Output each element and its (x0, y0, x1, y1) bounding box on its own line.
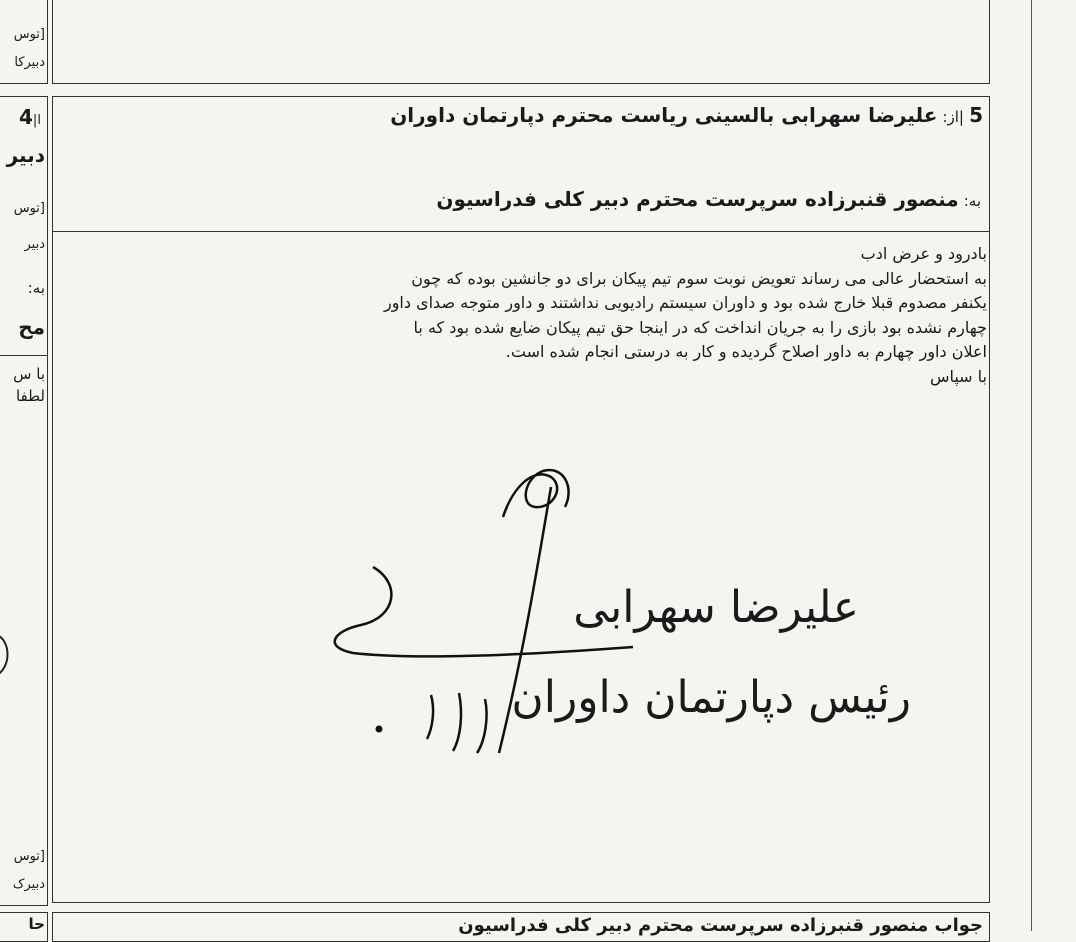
left-mid-title: دبیر (6, 143, 45, 167)
left-signature-fragment (0, 627, 17, 687)
left-mid-sep: |ا (32, 113, 41, 128)
left-footer-box (0, 912, 48, 942)
signature-title: رئیس دپارتمان داوران (511, 672, 911, 723)
left-footer-fragment: حا (28, 915, 45, 933)
body-line: به استحضار عالی می رساند تعویض نوبت سوم تیم پیکان برای دو جانشین بوده که چون (411, 268, 987, 288)
next-letter-fragment: جواب منصور قنبرزاده سرپرست محترم دبیر کلی فدراسیون (458, 915, 983, 936)
left-bottom-line2: دبیرک (12, 877, 45, 892)
letter-body (57, 242, 987, 389)
left-mid-to-name: مح (18, 315, 45, 339)
left-mid-box (0, 96, 48, 906)
from-name: علیرضا سهرابی بالسینی ریاست محترم دپارتمان داوران (390, 103, 938, 127)
to-prefix: به: (963, 192, 981, 210)
body-line: چهارم نشده بود بازی را به جریان انداخت که در اینجا حق تیم پیکان ضایع شده بود که با (413, 317, 987, 337)
letter-number: 5 (969, 103, 983, 127)
signature-name: علیرضا سهرابی (573, 582, 859, 633)
left-mid-line1: [توس (13, 201, 45, 216)
to-name: منصور قنبرزاده سرپرست محترم دبیر کلی فدراسیون (436, 187, 959, 211)
to-line (81, 187, 981, 211)
body-line: بادرود و عرض ادب (860, 244, 987, 263)
from-prefix: |از: (942, 108, 964, 126)
body-line: اعلان داور چهارم به داور اصلاح گردیده و کار به درستی انجام شده است. (505, 342, 987, 361)
from-line (83, 103, 983, 127)
left-mid-line2: دبیر (24, 237, 45, 252)
letter-top-box-edge (52, 0, 990, 84)
left-mid-body1: با س (13, 365, 45, 383)
left-mid-number-text: 4 (19, 105, 33, 129)
left-mid-divider (0, 355, 47, 356)
body-line: با سپاس (929, 366, 987, 386)
left-top-box (0, 0, 48, 84)
letter-header (52, 96, 990, 232)
left-mid-number (19, 105, 41, 129)
left-bottom-line1: [توس (13, 849, 45, 864)
body-line: یکنفر مصدوم قبلا خارج شده بود و داوران سیستم رادیویی نداشتند و داور متوجه صدای داور (383, 293, 987, 312)
letter-body-box (52, 231, 990, 903)
left-top-line1: [توس (13, 27, 45, 42)
right-edge-line (1031, 0, 1032, 931)
left-top-line2: دبیرکا (14, 55, 45, 70)
left-mid-body2: لطفا (15, 387, 45, 405)
next-letter-box (52, 912, 990, 942)
left-mid-to-prefix: به: (27, 279, 45, 297)
